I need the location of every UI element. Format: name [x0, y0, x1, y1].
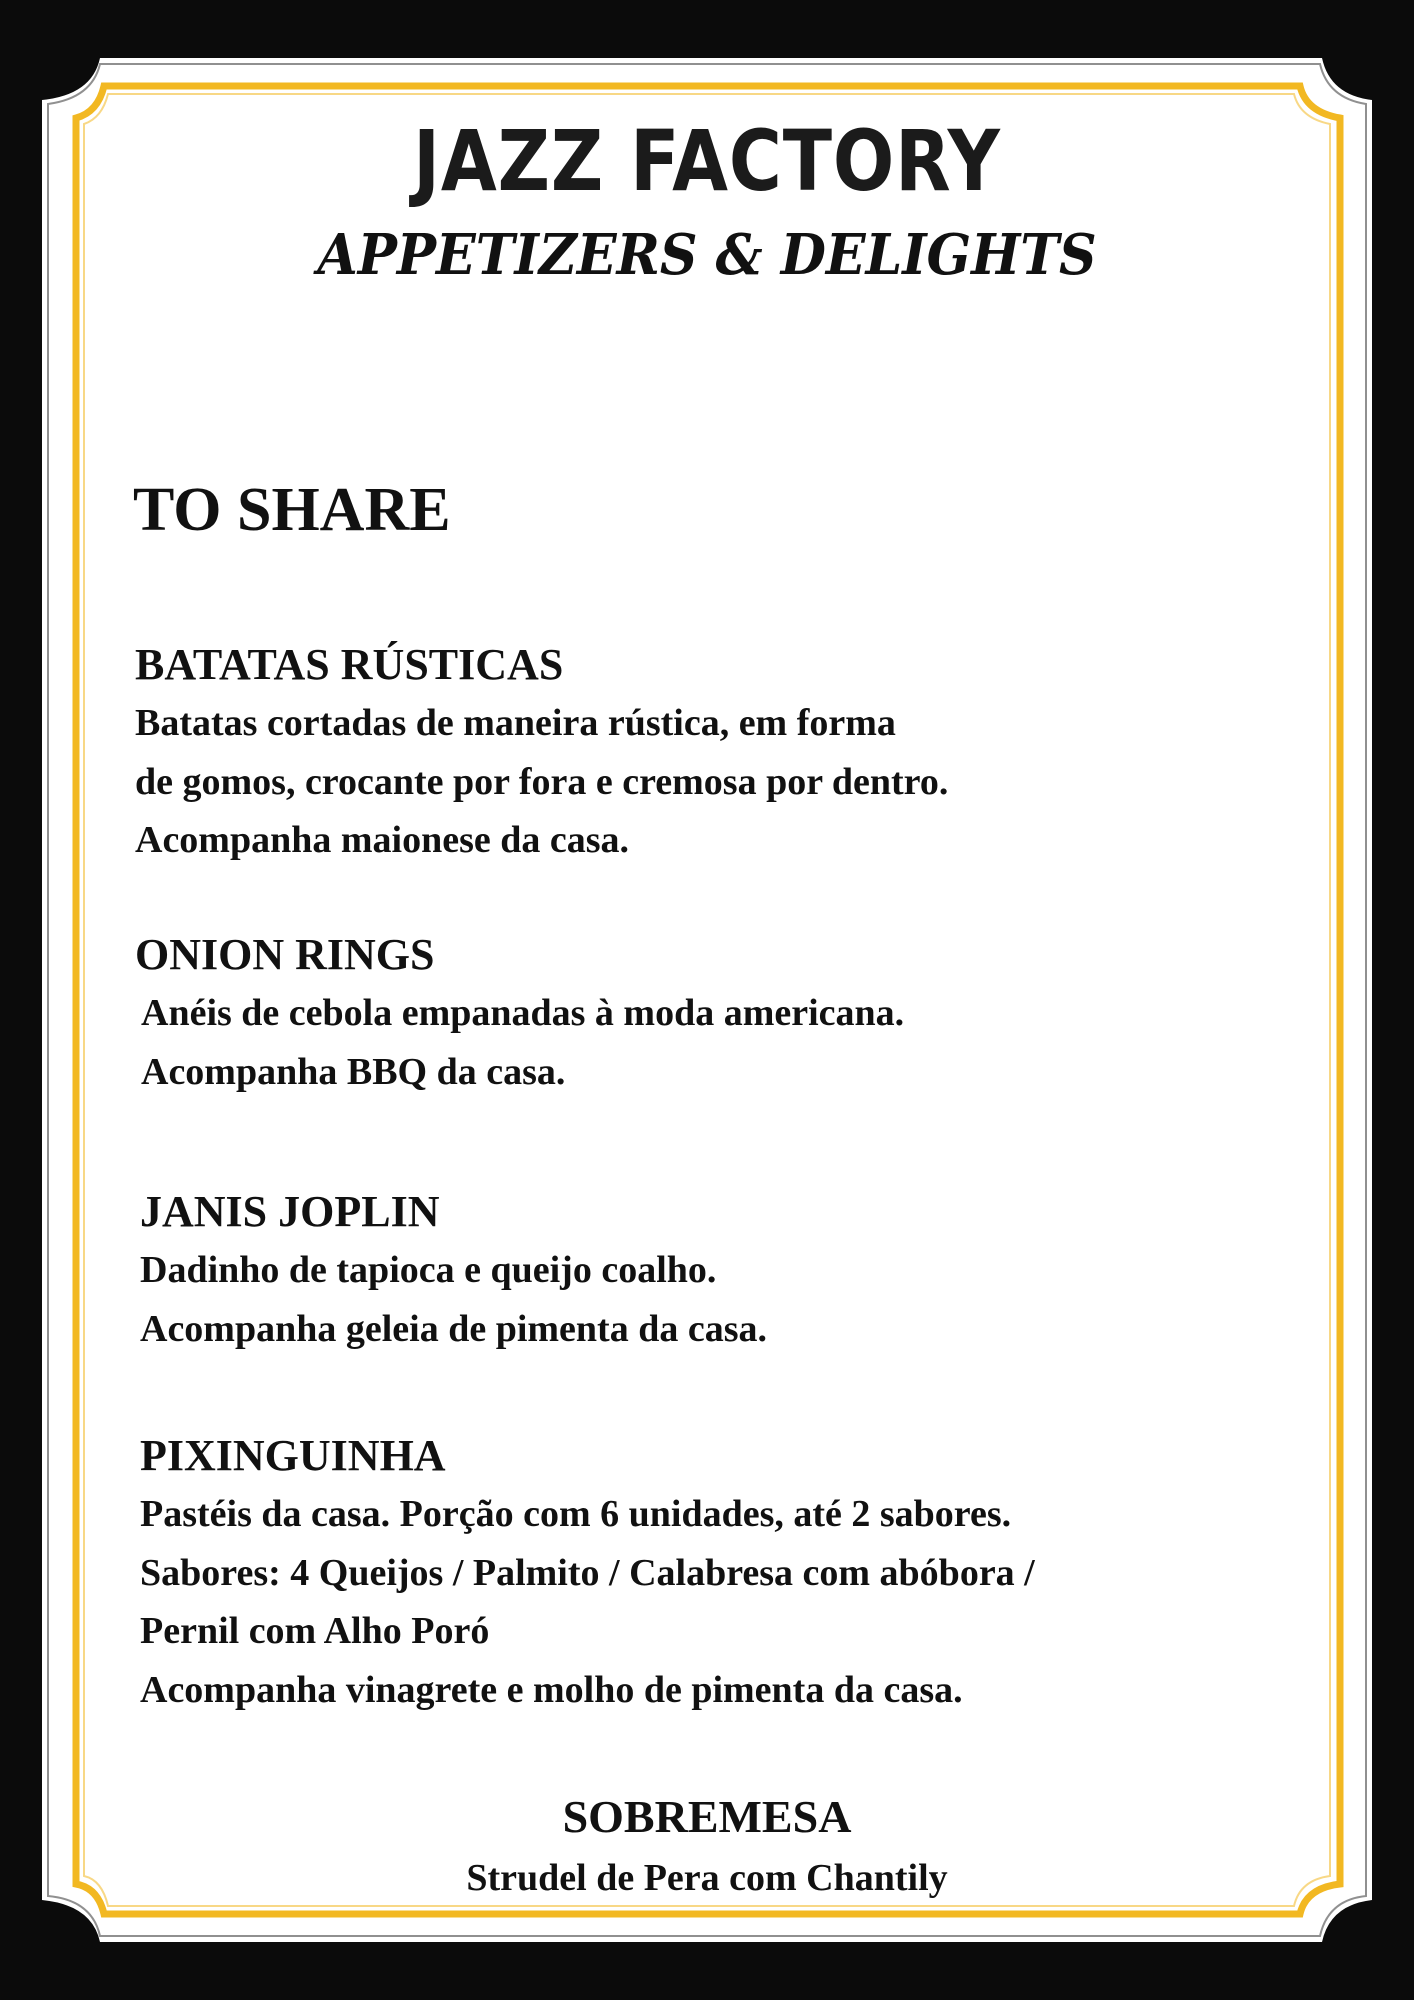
item-name: PIXINGUINHA: [140, 1431, 446, 1480]
menu-item-batatas-rusticas: [135, 636, 948, 870]
menu-item-pixinguinha: [140, 1427, 1035, 1719]
dessert-title: SOBREMESA: [562, 1791, 852, 1842]
description-line: Dadinho de tapioca e queijo coalho.: [140, 1249, 717, 1291]
item-name: BATATAS RÚSTICAS: [135, 640, 564, 689]
dessert-item: Strudel de Pera com Chantily: [466, 1857, 948, 1899]
menu-item-janis-joplin: [140, 1183, 767, 1358]
brand-logo: JAZZ FACTORY: [413, 112, 1001, 210]
description-line: Batatas cortadas de maneira rústica, em forma: [135, 702, 896, 744]
item-name: JANIS JOPLIN: [140, 1187, 440, 1236]
description-line: Pernil com Alho Poró: [140, 1610, 490, 1652]
item-name: ONION RINGS: [135, 930, 435, 979]
menu-subtitle: APPETIZERS & DELIGHTS: [317, 222, 1097, 288]
section-title: TO SHARE: [133, 476, 451, 544]
description-line: Sabores: 4 Queijos / Palmito / Calabresa com abóbora /: [140, 1551, 1035, 1594]
item-description: [135, 984, 904, 1101]
description-line: Acompanha BBQ da casa.: [141, 1050, 566, 1093]
item-description: [135, 694, 948, 870]
description-line: Acompanha maionese da casa.: [135, 819, 630, 861]
item-description: [140, 1485, 1035, 1719]
description-line: Acompanha vinagrete e molho de pimenta da casa.: [140, 1668, 963, 1711]
description-line: Pastéis da casa. Porção com 6 unidades, até 2 sabores.: [140, 1493, 1012, 1535]
description-line: Anéis de cebola empanadas à moda americana.: [141, 992, 905, 1034]
item-description: [140, 1241, 767, 1358]
menu-item-onion-rings: [135, 926, 904, 1101]
description-line: Acompanha geleia de pimenta da casa.: [140, 1307, 767, 1350]
description-line: de gomos, crocante por fora e cremosa por dentro.: [135, 760, 949, 803]
